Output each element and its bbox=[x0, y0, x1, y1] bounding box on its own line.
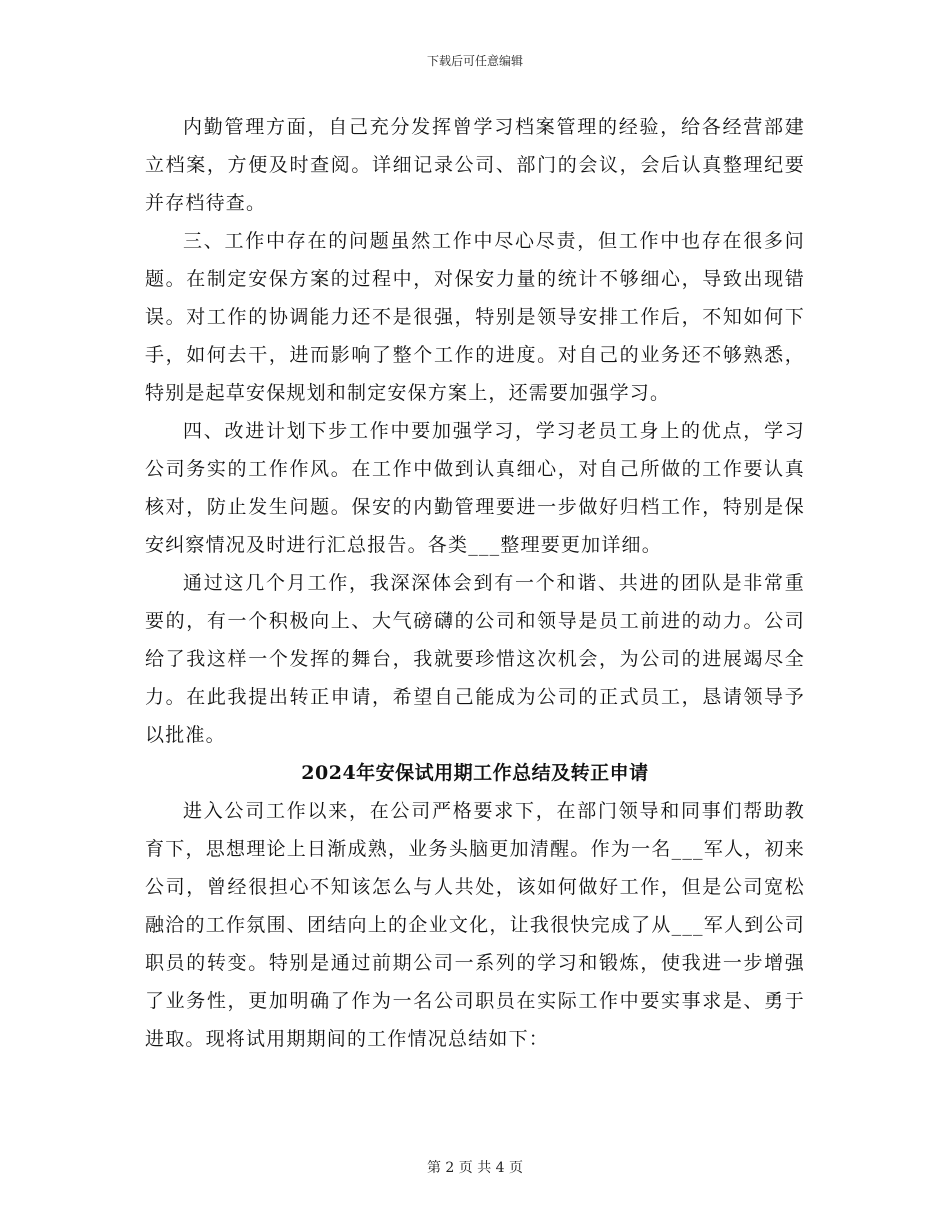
paragraph-existing-problems: 三、工作中存在的问题虽然工作中尽心尽责，但工作中也存在很多问题。在制定安保方案的过程中，对保安力量的统计不够细心，导致出现错误。对工作的协调能力还不是很强，特别是领导安排工作后，不知如何下手，如何去干，进而影响了整个工作的进度。对自己的业务还不够熟悉，特别是起草安保规划和制定安保方案上，还需要加强学习。 bbox=[145, 230, 805, 404]
page-header-note: 下载后可任意编辑 bbox=[426, 54, 523, 68]
document-body bbox=[145, 108, 805, 1058]
paragraph-conclusion-request: 通过这几个月工作，我深深体会到有一个和谐、共进的团队是非常重要的，有一个积极向上、大气磅礴的公司和领导是员工前进的动力。公司给了我这样一个发挥的舞台，我就要珍惜这次机会，为公司的进展竭尽全力。在此我提出转正申请，希望自己能成为公司的正式员工，恳请领导予以批准。 bbox=[145, 572, 805, 746]
paragraph-improvement-plan: 四、改进计划下步工作中要加强学习，学习老员工身上的优点，学习公司务实的工作作风。在工作中做到认真细心，对自己所做的工作要认真核对，防止发生问题。保安的内勤管理要进一步做好归档工作，特别是保安纠察情况及时进行汇总报告。各类___整理要更加详细。 bbox=[145, 420, 805, 556]
paragraph-internal-management: 内勤管理方面，自己充分发挥曾学习档案管理的经验，给各经营部建立档案，方便及时查阅。详细记录公司、部门的会议，会后认真整理纪要并存档待查。 bbox=[145, 116, 805, 214]
paragraph-introduction: 进入公司工作以来，在公司严格要求下，在部门领导和同事们帮助教育下，思想理论上日渐成熟，业务头脑更加清醒。作为一名___军人，初来公司，曾经很担心不知该怎么与人共处，该如何做好工作，但是公司宽松融洽的工作氛围、团结向上的企业文化，让我很快完成了从___军人到公司职员的转变。特别是通过前期公司一系列的学习和锻炼，使我进一步增强了业务性，更加明确了作为一名公司职员在实际工作中要实事求是、勇于进取。现将试用期期间的工作情况总结如下： bbox=[145, 800, 805, 1050]
page-footer: 第 2 页 共 4 页 bbox=[426, 1160, 524, 1176]
section-title: 2024年安保试用期工作总结及转正申请 bbox=[301, 762, 649, 784]
